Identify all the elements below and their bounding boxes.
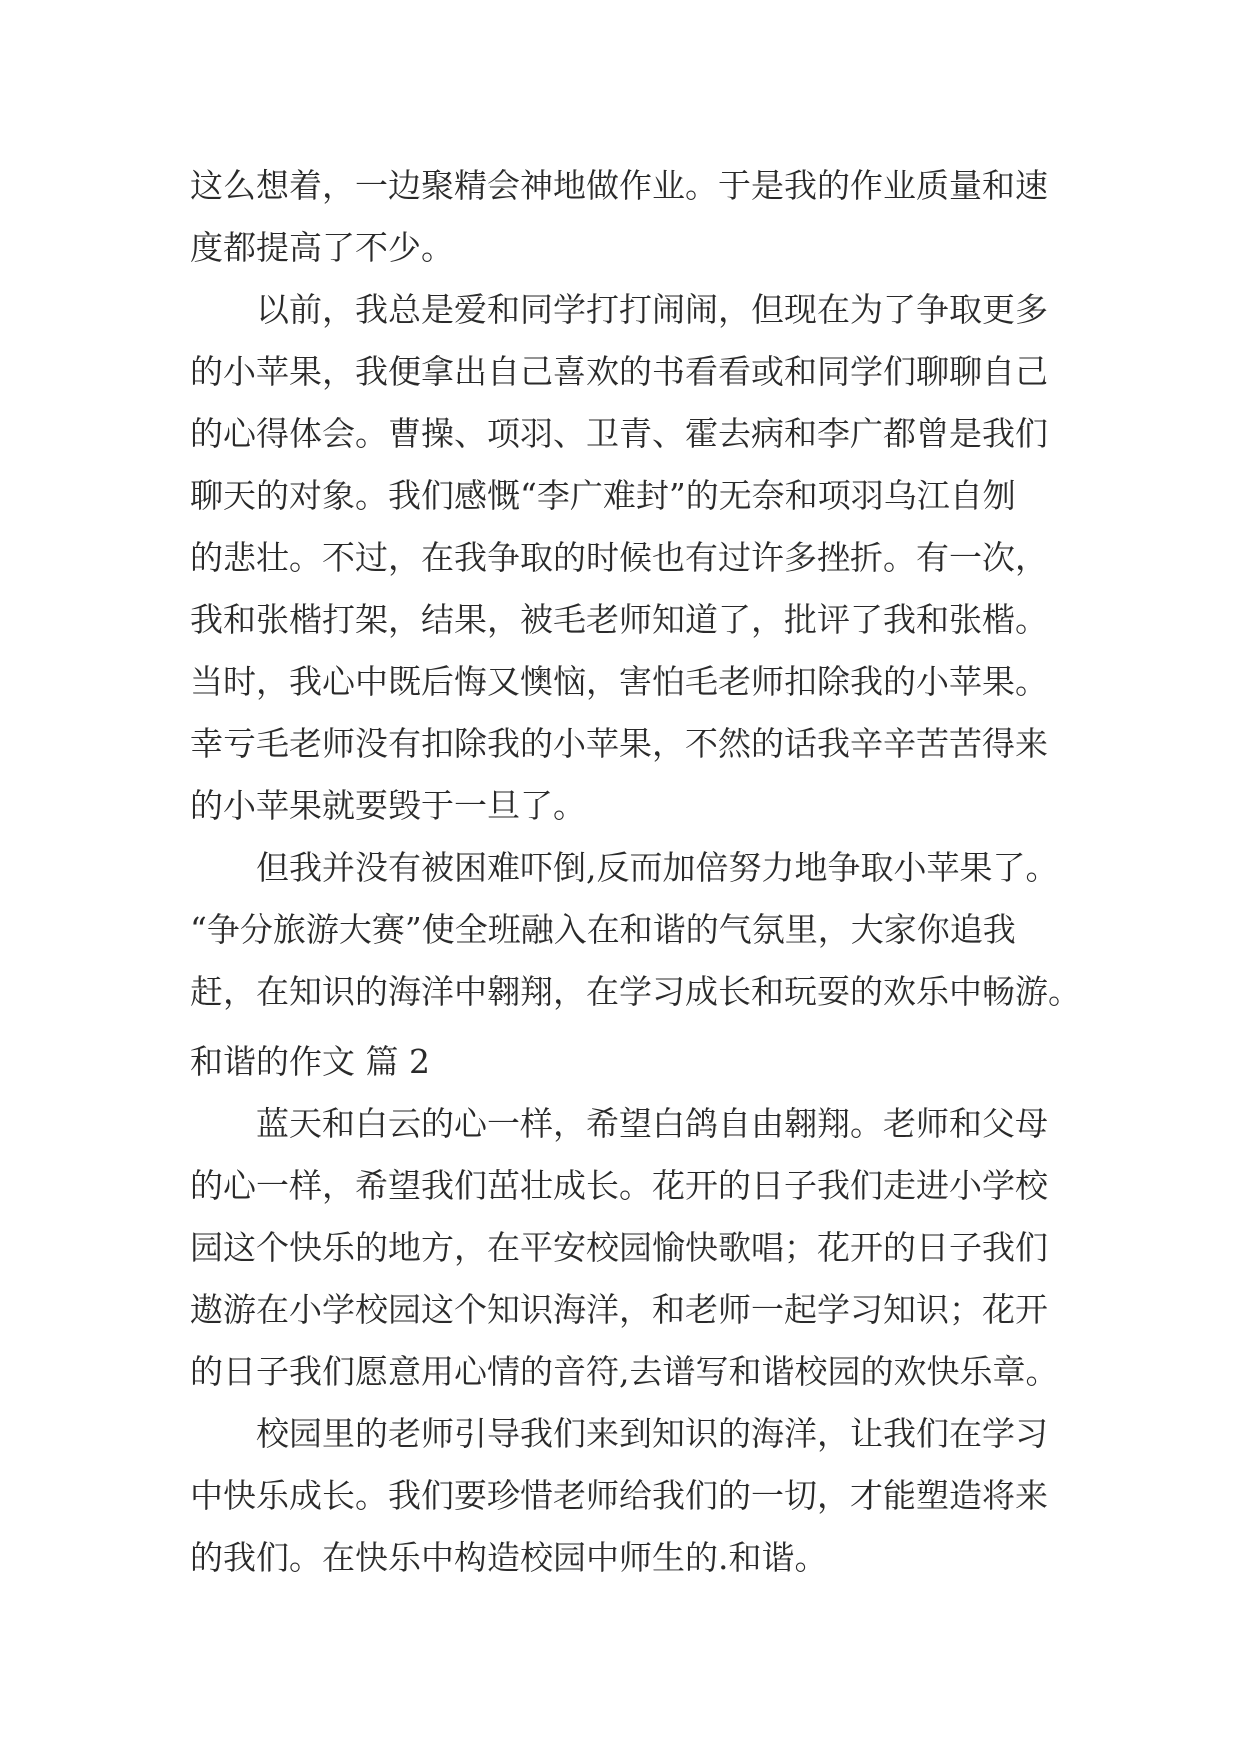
text-line: 度都提高了不少。 bbox=[190, 228, 454, 267]
text-line: 的心得体会。曹操、项羽、卫青、霍去病和李广都曾是我们 bbox=[190, 414, 1048, 453]
text-line: 的小苹果就要毁于一旦了。 bbox=[190, 786, 586, 825]
text-line: 这么想着，一边聚精会神地做作业。于是我的作业质量和速 bbox=[190, 166, 1048, 205]
text-line: 以前，我总是爱和同学打打闹闹，但现在为了争取更多 bbox=[256, 290, 1048, 329]
text-line: 的心一样，希望我们茁壮成长。花开的日子我们走进小学校 bbox=[190, 1166, 1048, 1205]
text-line: 我和张楷打架，结果，被毛老师知道了，批评了我和张楷。 bbox=[190, 600, 1048, 639]
text-line: 但我并没有被困难吓倒,反而加倍努力地争取小苹果了。 bbox=[256, 848, 1059, 887]
text-line: 聊天的对象。我们感慨“李广难封”的无奈和项羽乌江自刎 bbox=[190, 476, 1016, 515]
text-line: 幸亏毛老师没有扣除我的小苹果，不然的话我辛辛苦苦得来 bbox=[190, 724, 1048, 763]
text-line: 中快乐成长。我们要珍惜老师给我们的一切，才能塑造将来 bbox=[190, 1476, 1048, 1515]
text-line: “争分旅游大赛”使全班融入在和谐的气氛里，大家你追我 bbox=[190, 910, 1016, 949]
section-title: 和谐的作文 篇 2 bbox=[190, 1042, 430, 1081]
text-line: 校园里的老师引导我们来到知识的海洋，让我们在学习 bbox=[256, 1414, 1048, 1453]
text-line: 的小苹果，我便拿出自己喜欢的书看看或和同学们聊聊自己 bbox=[190, 352, 1048, 391]
text-line: 的日子我们愿意用心情的音符,去谱写和谐校园的欢快乐章。 bbox=[190, 1352, 1059, 1391]
essay-continuation bbox=[190, 155, 1081, 1023]
text-line: 遨游在小学校园这个知识海洋，和老师一起学习知识；花开 bbox=[190, 1290, 1048, 1329]
essay-section-2 bbox=[190, 1031, 1060, 1589]
text-line: 园这个快乐的地方，在平安校园愉快歌唱；花开的日子我们 bbox=[190, 1228, 1048, 1267]
text-line: 的我们。在快乐中构造校园中师生的.和谐。 bbox=[190, 1538, 828, 1577]
text-line: 当时，我心中既后悔又懊恼，害怕毛老师扣除我的小苹果。 bbox=[190, 662, 1048, 701]
text-line: 的悲壮。不过，在我争取的时候也有过许多挫折。有一次， bbox=[190, 538, 1048, 577]
text-line: 赶，在知识的海洋中翱翔，在学习成长和玩耍的欢乐中畅游。 bbox=[190, 972, 1081, 1011]
text-line: 蓝天和白云的心一样，希望白鸽自由翱翔。老师和父母 bbox=[256, 1104, 1048, 1143]
